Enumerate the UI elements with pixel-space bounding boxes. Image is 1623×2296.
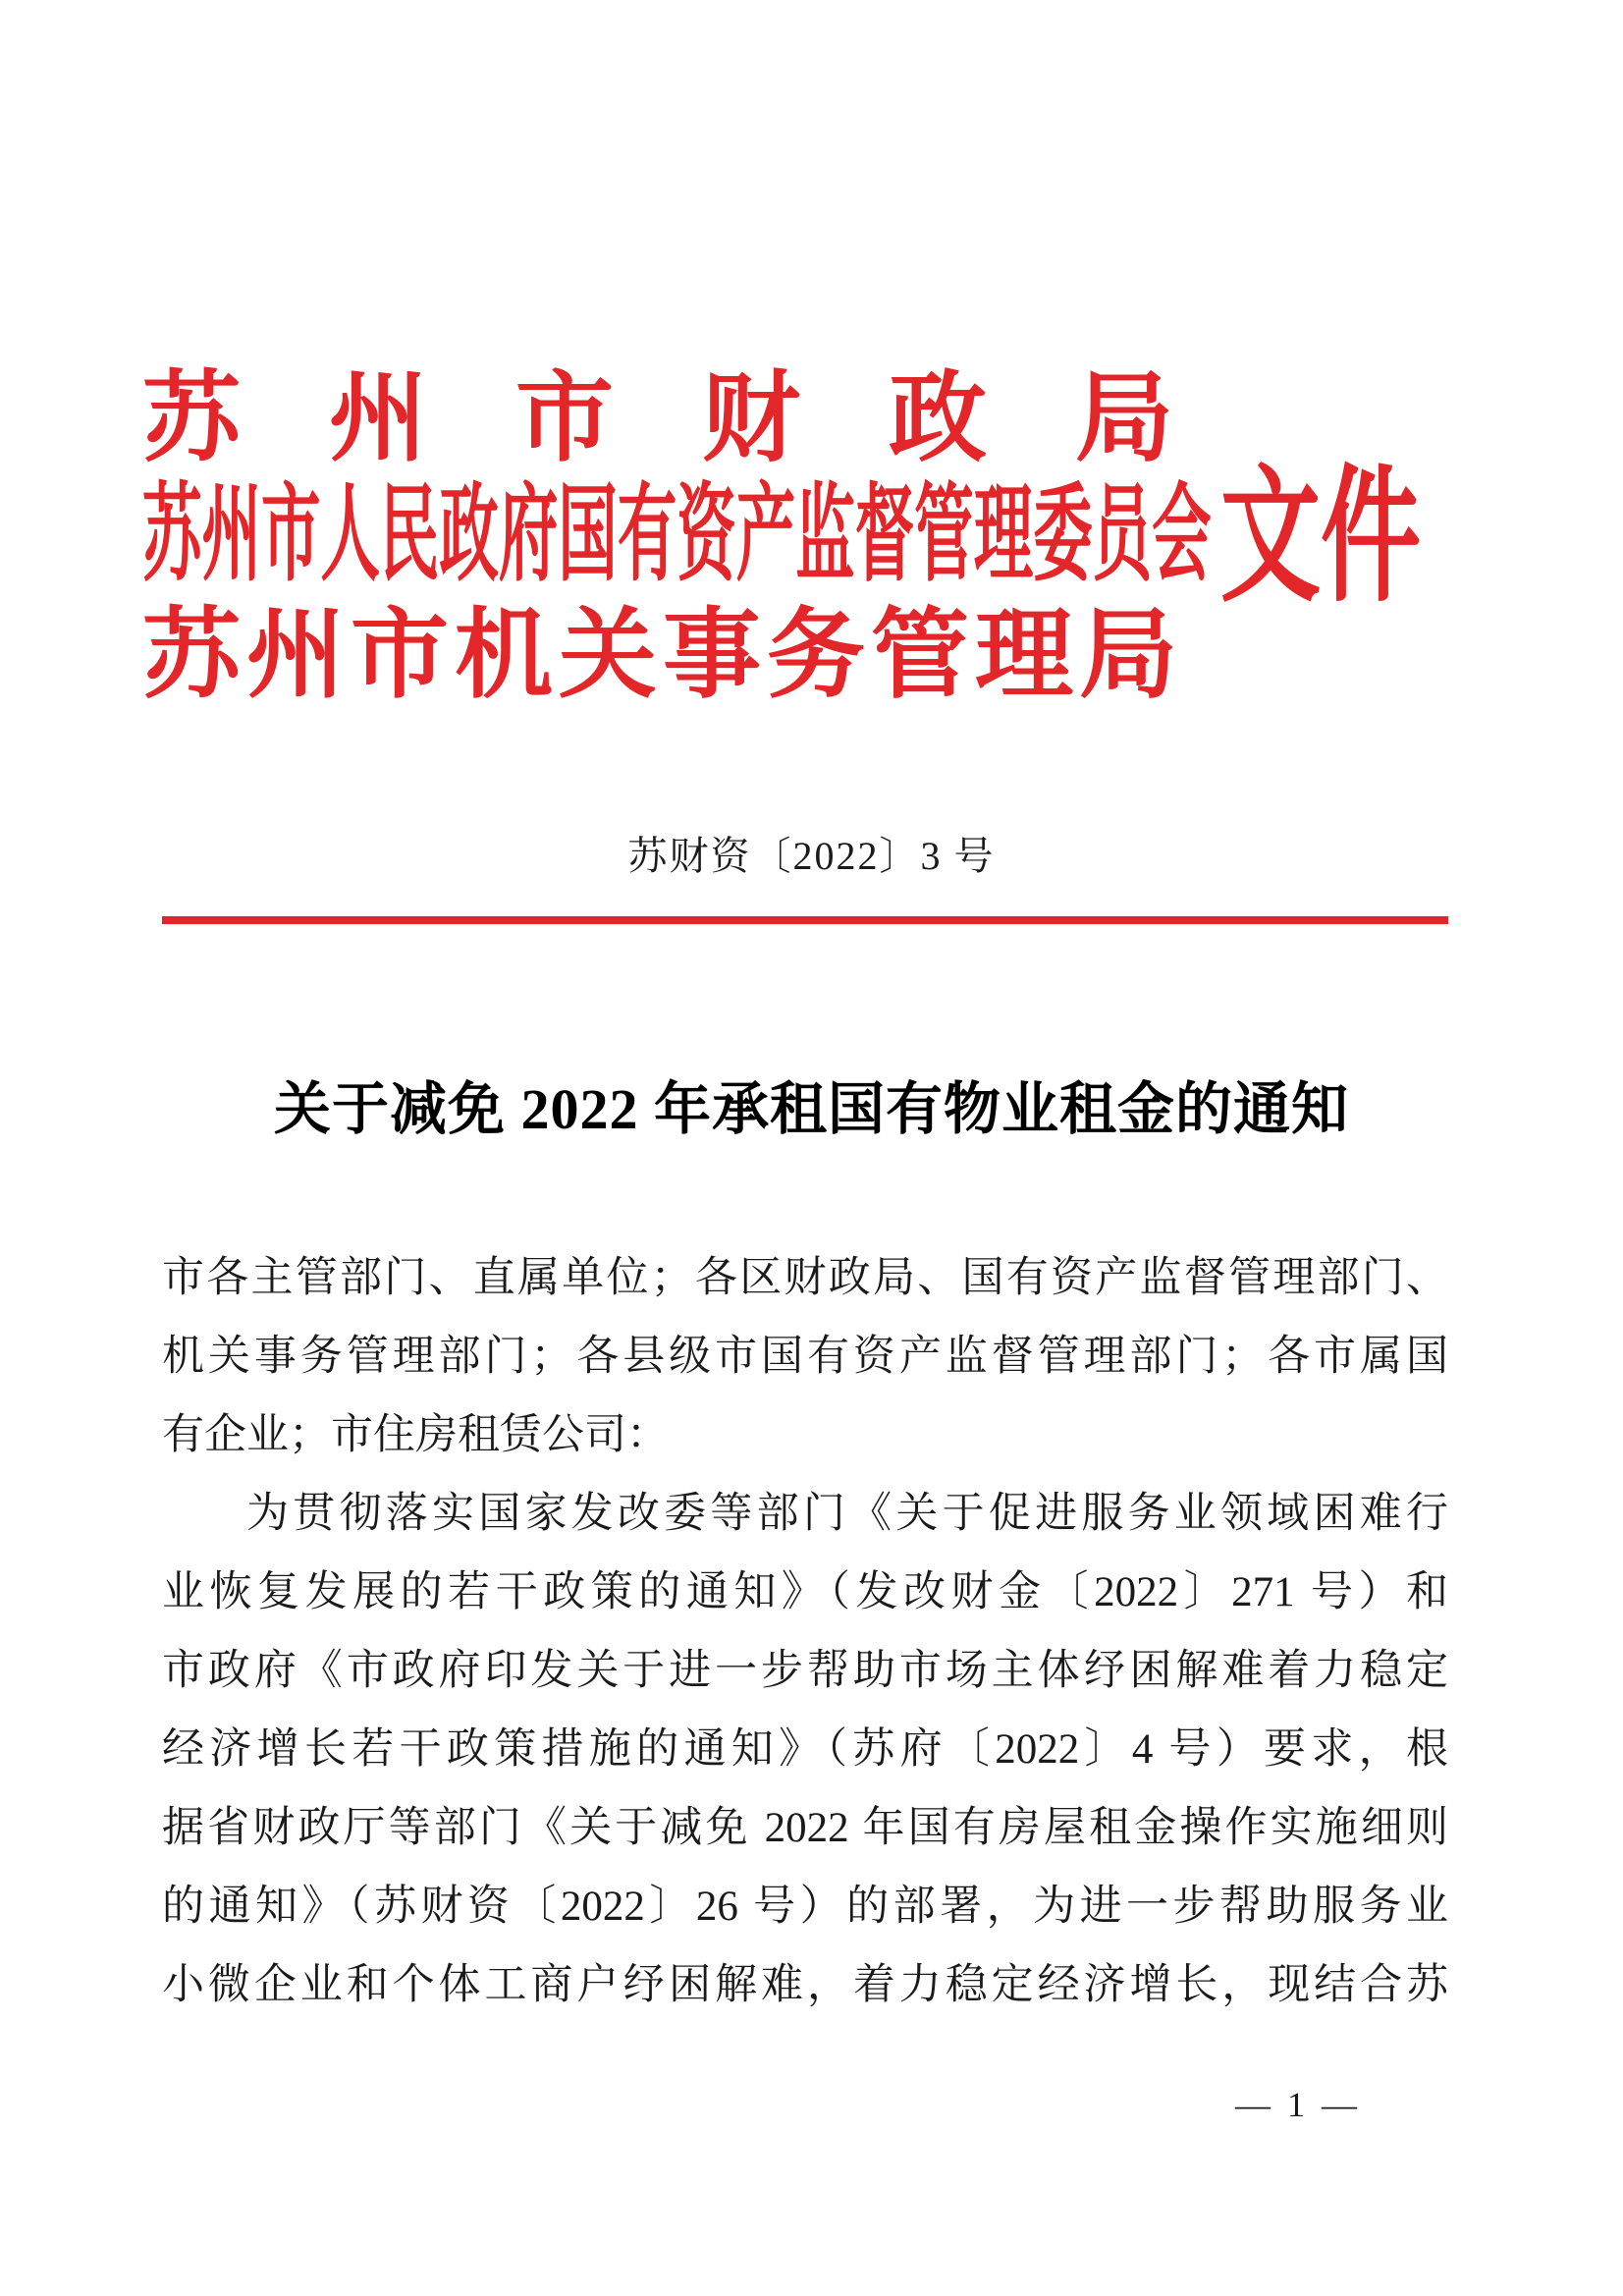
letterhead-org-name-3: 苏州市机关事务管理局 — [142, 601, 1183, 710]
document-reference-number: 苏财资〔2022〕3 号 — [627, 834, 996, 878]
body-line: 据省财政厅等部门《关于减免 2022 年国有房屋租金操作实施细则 — [162, 1805, 1448, 1851]
body-line: 为贯彻落实国家发改委等部门《关于促进服务业领域困难行 — [246, 1491, 1448, 1537]
body-line: 机关事务管理部门；各县级市国有资产监督管理部门；各市属国 — [162, 1334, 1448, 1380]
letterhead-org-name-2: 苏州市人民政府国有资产监督管理委员会 — [142, 477, 1212, 594]
document-title: 关于减免 2022 年承租国有物业租金的通知 — [273, 1077, 1349, 1141]
body-line: 市各主管部门、直属单位；各区财政局、国有资产监督管理部门、 — [162, 1255, 1448, 1301]
letterhead-org-name-1: 苏州市财政局 — [142, 364, 1262, 473]
red-divider-line — [162, 916, 1448, 924]
body-line: 经济增长若干政策措施的通知》（苏府〔2022〕4 号）要求，根 — [162, 1726, 1448, 1773]
body-line: 的通知》（苏财资〔2022〕26 号）的部署，为进一步帮助服务业 — [162, 1884, 1448, 1930]
body-line: 小微企业和个体工商户纾困解难，着力稳定经济增长，现结合苏 — [162, 1962, 1448, 2008]
body-line: 有企业；市住房租赁公司： — [162, 1412, 669, 1458]
body-line: 业恢复发展的若干政策的通知》（发改财金〔2022〕271 号）和 — [162, 1569, 1448, 1615]
body-line: 市政府《市政府印发关于进一步帮助市场主体纾困解难着力稳定 — [162, 1648, 1448, 1694]
page-number: — 1 — — [1235, 2085, 1361, 2124]
letterhead-document-label: 文件 — [1220, 457, 1422, 620]
document-body — [162, 1239, 1448, 2025]
